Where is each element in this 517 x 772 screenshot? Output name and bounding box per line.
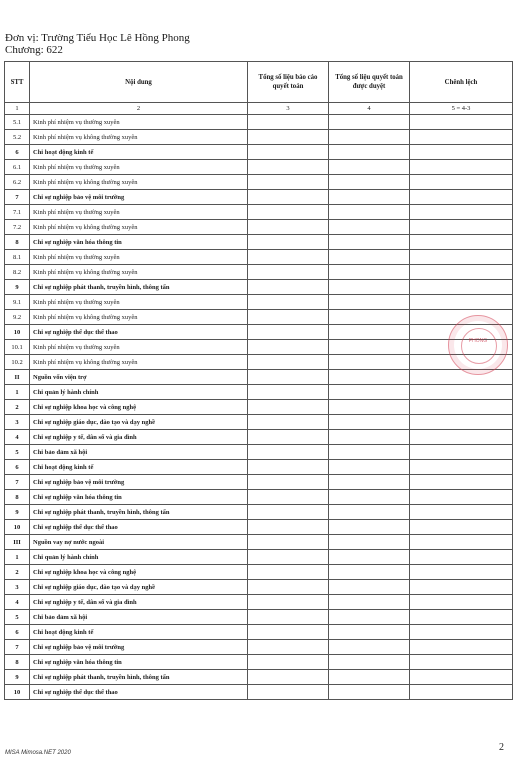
row-approved-value: [329, 130, 410, 145]
row-approved-value: [329, 640, 410, 655]
row-reported-value: [248, 400, 329, 415]
row-difference-value: [410, 655, 513, 670]
table-row: [5, 685, 513, 700]
row-approved-value: [329, 340, 410, 355]
row-reported-value: [248, 475, 329, 490]
row-stt: 9: [5, 280, 30, 295]
row-content: Chi sự nghiệp phát thanh, truyền hình, thông tấn: [30, 280, 248, 295]
table-row: [5, 625, 513, 640]
table-row: [5, 145, 513, 160]
table-row: [5, 250, 513, 265]
row-difference-value: [410, 190, 513, 205]
row-approved-value: [329, 205, 410, 220]
row-stt: 10: [5, 685, 30, 700]
table-row: [5, 475, 513, 490]
row-approved-value: [329, 370, 410, 385]
row-stt: 7.2: [5, 220, 30, 235]
table-row: [5, 235, 513, 250]
row-reported-value: [248, 595, 329, 610]
row-stt: 7: [5, 475, 30, 490]
row-content: Kinh phí nhiệm vụ không thường xuyên: [30, 355, 248, 370]
row-stt: 2: [5, 400, 30, 415]
row-content: Chi sự nghiệp y tế, dân số và gia đình: [30, 595, 248, 610]
row-content: Chi bảo đảm xã hội: [30, 610, 248, 625]
row-difference-value: [410, 535, 513, 550]
row-reported-value: [248, 160, 329, 175]
row-stt: 9: [5, 505, 30, 520]
row-content: Kinh phí nhiệm vụ thường xuyên: [30, 295, 248, 310]
row-approved-value: [329, 355, 410, 370]
row-stt: 8: [5, 655, 30, 670]
row-reported-value: [248, 355, 329, 370]
row-reported-value: [248, 550, 329, 565]
row-content: Kinh phí nhiệm vụ thường xuyên: [30, 340, 248, 355]
row-content: Kinh phí nhiệm vụ không thường xuyên: [30, 220, 248, 235]
col-number: 2: [30, 103, 248, 115]
row-stt: 9.1: [5, 295, 30, 310]
row-reported-value: [248, 670, 329, 685]
row-difference-value: [410, 250, 513, 265]
row-approved-value: [329, 550, 410, 565]
table-row: [5, 505, 513, 520]
row-reported-value: [248, 610, 329, 625]
row-reported-value: [248, 490, 329, 505]
table-row: [5, 640, 513, 655]
row-approved-value: [329, 685, 410, 700]
row-stt: 4: [5, 595, 30, 610]
row-reported-value: [248, 145, 329, 160]
row-approved-value: [329, 235, 410, 250]
row-reported-value: [248, 175, 329, 190]
row-reported-value: [248, 265, 329, 280]
table-row: [5, 310, 513, 325]
row-reported-value: [248, 415, 329, 430]
col-header-content: Nội dung: [30, 62, 248, 103]
row-stt: 10: [5, 520, 30, 535]
row-approved-value: [329, 580, 410, 595]
row-reported-value: [248, 190, 329, 205]
row-stt: 2: [5, 565, 30, 580]
row-stt: II: [5, 370, 30, 385]
row-approved-value: [329, 625, 410, 640]
row-approved-value: [329, 670, 410, 685]
row-difference-value: [410, 565, 513, 580]
row-approved-value: [329, 385, 410, 400]
row-reported-value: [248, 385, 329, 400]
row-approved-value: [329, 280, 410, 295]
row-difference-value: [410, 415, 513, 430]
row-approved-value: [329, 295, 410, 310]
row-reported-value: [248, 325, 329, 340]
seal-text: PHONG: [468, 338, 488, 344]
col-number: 4: [329, 103, 410, 115]
row-difference-value: [410, 370, 513, 385]
row-difference-value: [410, 430, 513, 445]
row-content: Chi sự nghiệp thể dục thể thao: [30, 685, 248, 700]
row-approved-value: [329, 655, 410, 670]
row-stt: 6: [5, 145, 30, 160]
row-stt: 10: [5, 325, 30, 340]
row-reported-value: [248, 445, 329, 460]
row-reported-value: [248, 220, 329, 235]
row-content: Kinh phí nhiệm vụ không thường xuyên: [30, 310, 248, 325]
row-content: Chi sự nghiệp phát thanh, truyền hình, thông tấn: [30, 670, 248, 685]
row-stt: 5: [5, 445, 30, 460]
row-approved-value: [329, 475, 410, 490]
row-reported-value: [248, 250, 329, 265]
table-row: [5, 655, 513, 670]
row-reported-value: [248, 520, 329, 535]
row-content: Chi sự nghiệp văn hóa thông tin: [30, 235, 248, 250]
row-approved-value: [329, 460, 410, 475]
table-header-row: [5, 62, 513, 103]
col-number: 3: [248, 103, 329, 115]
row-approved-value: [329, 190, 410, 205]
row-stt: 5.2: [5, 130, 30, 145]
row-reported-value: [248, 205, 329, 220]
row-approved-value: [329, 415, 410, 430]
row-reported-value: [248, 625, 329, 640]
row-reported-value: [248, 310, 329, 325]
row-stt: 10.2: [5, 355, 30, 370]
row-stt: 9: [5, 670, 30, 685]
table-row: [5, 385, 513, 400]
row-reported-value: [248, 580, 329, 595]
row-difference-value: [410, 295, 513, 310]
col-number: 5 = 4-3: [410, 103, 513, 115]
table-row: [5, 265, 513, 280]
row-content: Chi sự nghiệp thể dục thể thao: [30, 325, 248, 340]
row-reported-value: [248, 295, 329, 310]
row-content: Chi sự nghiệp bảo vệ môi trường: [30, 190, 248, 205]
row-content: Chi sự nghiệp bảo vệ môi trường: [30, 640, 248, 655]
software-footer: MISA Mimosa.NET 2020: [5, 750, 71, 756]
table-row: [5, 220, 513, 235]
row-content: Kinh phí nhiệm vụ thường xuyên: [30, 250, 248, 265]
row-content: Chi sự nghiệp khoa học và công nghệ: [30, 400, 248, 415]
table-row: [5, 550, 513, 565]
row-reported-value: [248, 655, 329, 670]
row-content: Chi sự nghiệp khoa học và công nghệ: [30, 565, 248, 580]
row-approved-value: [329, 265, 410, 280]
row-difference-value: [410, 280, 513, 295]
table-row: [5, 610, 513, 625]
row-difference-value: [410, 385, 513, 400]
row-stt: 6.2: [5, 175, 30, 190]
row-content: Kinh phí nhiệm vụ không thường xuyên: [30, 265, 248, 280]
table-row: [5, 160, 513, 175]
row-reported-value: [248, 685, 329, 700]
row-difference-value: [410, 445, 513, 460]
row-stt: 10.1: [5, 340, 30, 355]
row-content: Chi hoạt động kinh tế: [30, 625, 248, 640]
row-content: Chi quản lý hành chính: [30, 385, 248, 400]
row-stt: 7: [5, 190, 30, 205]
row-difference-value: [410, 520, 513, 535]
row-difference-value: [410, 610, 513, 625]
row-content: Chi sự nghiệp văn hóa thông tin: [30, 655, 248, 670]
col-header-approved-total: Tổng số liệu quyết toán được duyệt: [329, 62, 410, 103]
row-difference-value: [410, 460, 513, 475]
row-content: Chi sự nghiệp thể dục thể thao: [30, 520, 248, 535]
row-reported-value: [248, 535, 329, 550]
row-stt: 5.1: [5, 115, 30, 130]
row-approved-value: [329, 220, 410, 235]
row-approved-value: [329, 430, 410, 445]
row-stt: 8: [5, 490, 30, 505]
row-difference-value: [410, 115, 513, 130]
row-approved-value: [329, 520, 410, 535]
row-stt: 8: [5, 235, 30, 250]
chapter-code: Chương: 622: [5, 44, 63, 56]
table-row: [5, 415, 513, 430]
row-difference-value: [410, 490, 513, 505]
row-approved-value: [329, 445, 410, 460]
row-content: Chi sự nghiệp giáo dục, đào tạo và dạy nghề: [30, 415, 248, 430]
table-row: [5, 340, 513, 355]
row-reported-value: [248, 565, 329, 580]
table-row: [5, 430, 513, 445]
row-stt: 1: [5, 385, 30, 400]
row-difference-value: [410, 505, 513, 520]
table-row: [5, 115, 513, 130]
settlement-table: [4, 61, 513, 700]
table-row: [5, 205, 513, 220]
table-row: [5, 325, 513, 340]
row-difference-value: [410, 640, 513, 655]
row-difference-value: [410, 475, 513, 490]
row-reported-value: [248, 430, 329, 445]
row-approved-value: [329, 160, 410, 175]
row-content: Nguồn vốn viện trợ: [30, 370, 248, 385]
row-stt: 4: [5, 430, 30, 445]
row-content: Kinh phí nhiệm vụ không thường xuyên: [30, 130, 248, 145]
table-row: [5, 460, 513, 475]
row-content: Chi bảo đảm xã hội: [30, 445, 248, 460]
row-difference-value: [410, 400, 513, 415]
seal-inner-ring: [461, 328, 497, 364]
table-row: [5, 175, 513, 190]
row-reported-value: [248, 370, 329, 385]
row-reported-value: [248, 235, 329, 250]
col-header-stt: STT: [5, 62, 30, 103]
row-stt: 1: [5, 550, 30, 565]
row-stt: 8.2: [5, 265, 30, 280]
row-difference-value: [410, 670, 513, 685]
row-difference-value: [410, 685, 513, 700]
row-content: Kinh phí nhiệm vụ thường xuyên: [30, 115, 248, 130]
row-approved-value: [329, 250, 410, 265]
row-difference-value: [410, 595, 513, 610]
row-approved-value: [329, 115, 410, 130]
row-stt: 8.1: [5, 250, 30, 265]
row-stt: 6: [5, 460, 30, 475]
row-approved-value: [329, 145, 410, 160]
row-stt: 7.1: [5, 205, 30, 220]
row-approved-value: [329, 175, 410, 190]
row-difference-value: [410, 265, 513, 280]
row-difference-value: [410, 205, 513, 220]
row-stt: 9.2: [5, 310, 30, 325]
row-content: Chi sự nghiệp y tế, dân số và gia đình: [30, 430, 248, 445]
table-body: [5, 115, 513, 700]
row-content: Chi sự nghiệp văn hóa thông tin: [30, 490, 248, 505]
table-row: [5, 370, 513, 385]
table-row: [5, 190, 513, 205]
row-difference-value: [410, 235, 513, 250]
col-header-reported-total: Tổng số liệu báo cáo quyết toán: [248, 62, 329, 103]
row-difference-value: [410, 130, 513, 145]
column-number-row: [5, 103, 513, 115]
row-content: Chi sự nghiệp bảo vệ môi trường: [30, 475, 248, 490]
red-seal-stamp: [448, 315, 508, 375]
row-difference-value: [410, 145, 513, 160]
row-difference-value: [410, 220, 513, 235]
row-reported-value: [248, 115, 329, 130]
row-approved-value: [329, 310, 410, 325]
row-approved-value: [329, 610, 410, 625]
table-row: [5, 130, 513, 145]
row-content: Kinh phí nhiệm vụ không thường xuyên: [30, 175, 248, 190]
row-reported-value: [248, 130, 329, 145]
table-row: [5, 535, 513, 550]
row-stt: III: [5, 535, 30, 550]
row-difference-value: [410, 550, 513, 565]
row-approved-value: [329, 325, 410, 340]
row-approved-value: [329, 565, 410, 580]
row-difference-value: [410, 625, 513, 640]
row-stt: 7: [5, 640, 30, 655]
row-approved-value: [329, 535, 410, 550]
row-difference-value: [410, 175, 513, 190]
table-row: [5, 580, 513, 595]
row-stt: 5: [5, 610, 30, 625]
row-content: Nguồn vay nợ nước ngoài: [30, 535, 248, 550]
table-row: [5, 595, 513, 610]
table-row: [5, 355, 513, 370]
row-stt: 6.1: [5, 160, 30, 175]
row-approved-value: [329, 400, 410, 415]
row-content: Chi sự nghiệp giáo dục, đào tạo và dạy nghề: [30, 580, 248, 595]
unit-name: Đơn vị: Trường Tiểu Học Lê Hồng Phong: [5, 32, 190, 44]
table-row: [5, 280, 513, 295]
row-reported-value: [248, 340, 329, 355]
table-row: [5, 670, 513, 685]
table-row: [5, 490, 513, 505]
row-reported-value: [248, 640, 329, 655]
row-approved-value: [329, 490, 410, 505]
table-row: [5, 520, 513, 535]
row-content: Chi hoạt động kinh tế: [30, 145, 248, 160]
col-number: 1: [5, 103, 30, 115]
row-content: Kinh phí nhiệm vụ thường xuyên: [30, 160, 248, 175]
col-header-difference: Chênh lệch: [410, 62, 513, 103]
row-difference-value: [410, 580, 513, 595]
row-content: Kinh phí nhiệm vụ thường xuyên: [30, 205, 248, 220]
row-reported-value: [248, 460, 329, 475]
table-row: [5, 565, 513, 580]
row-reported-value: [248, 505, 329, 520]
row-content: Chi quản lý hành chính: [30, 550, 248, 565]
row-stt: 6: [5, 625, 30, 640]
row-approved-value: [329, 595, 410, 610]
page-number: 2: [499, 742, 504, 753]
row-content: Chi sự nghiệp phát thanh, truyền hình, thông tấn: [30, 505, 248, 520]
row-stt: 3: [5, 580, 30, 595]
table-row: [5, 445, 513, 460]
row-difference-value: [410, 160, 513, 175]
row-approved-value: [329, 505, 410, 520]
table-row: [5, 400, 513, 415]
row-content: Chi hoạt động kinh tế: [30, 460, 248, 475]
row-stt: 3: [5, 415, 30, 430]
table-row: [5, 295, 513, 310]
row-reported-value: [248, 280, 329, 295]
